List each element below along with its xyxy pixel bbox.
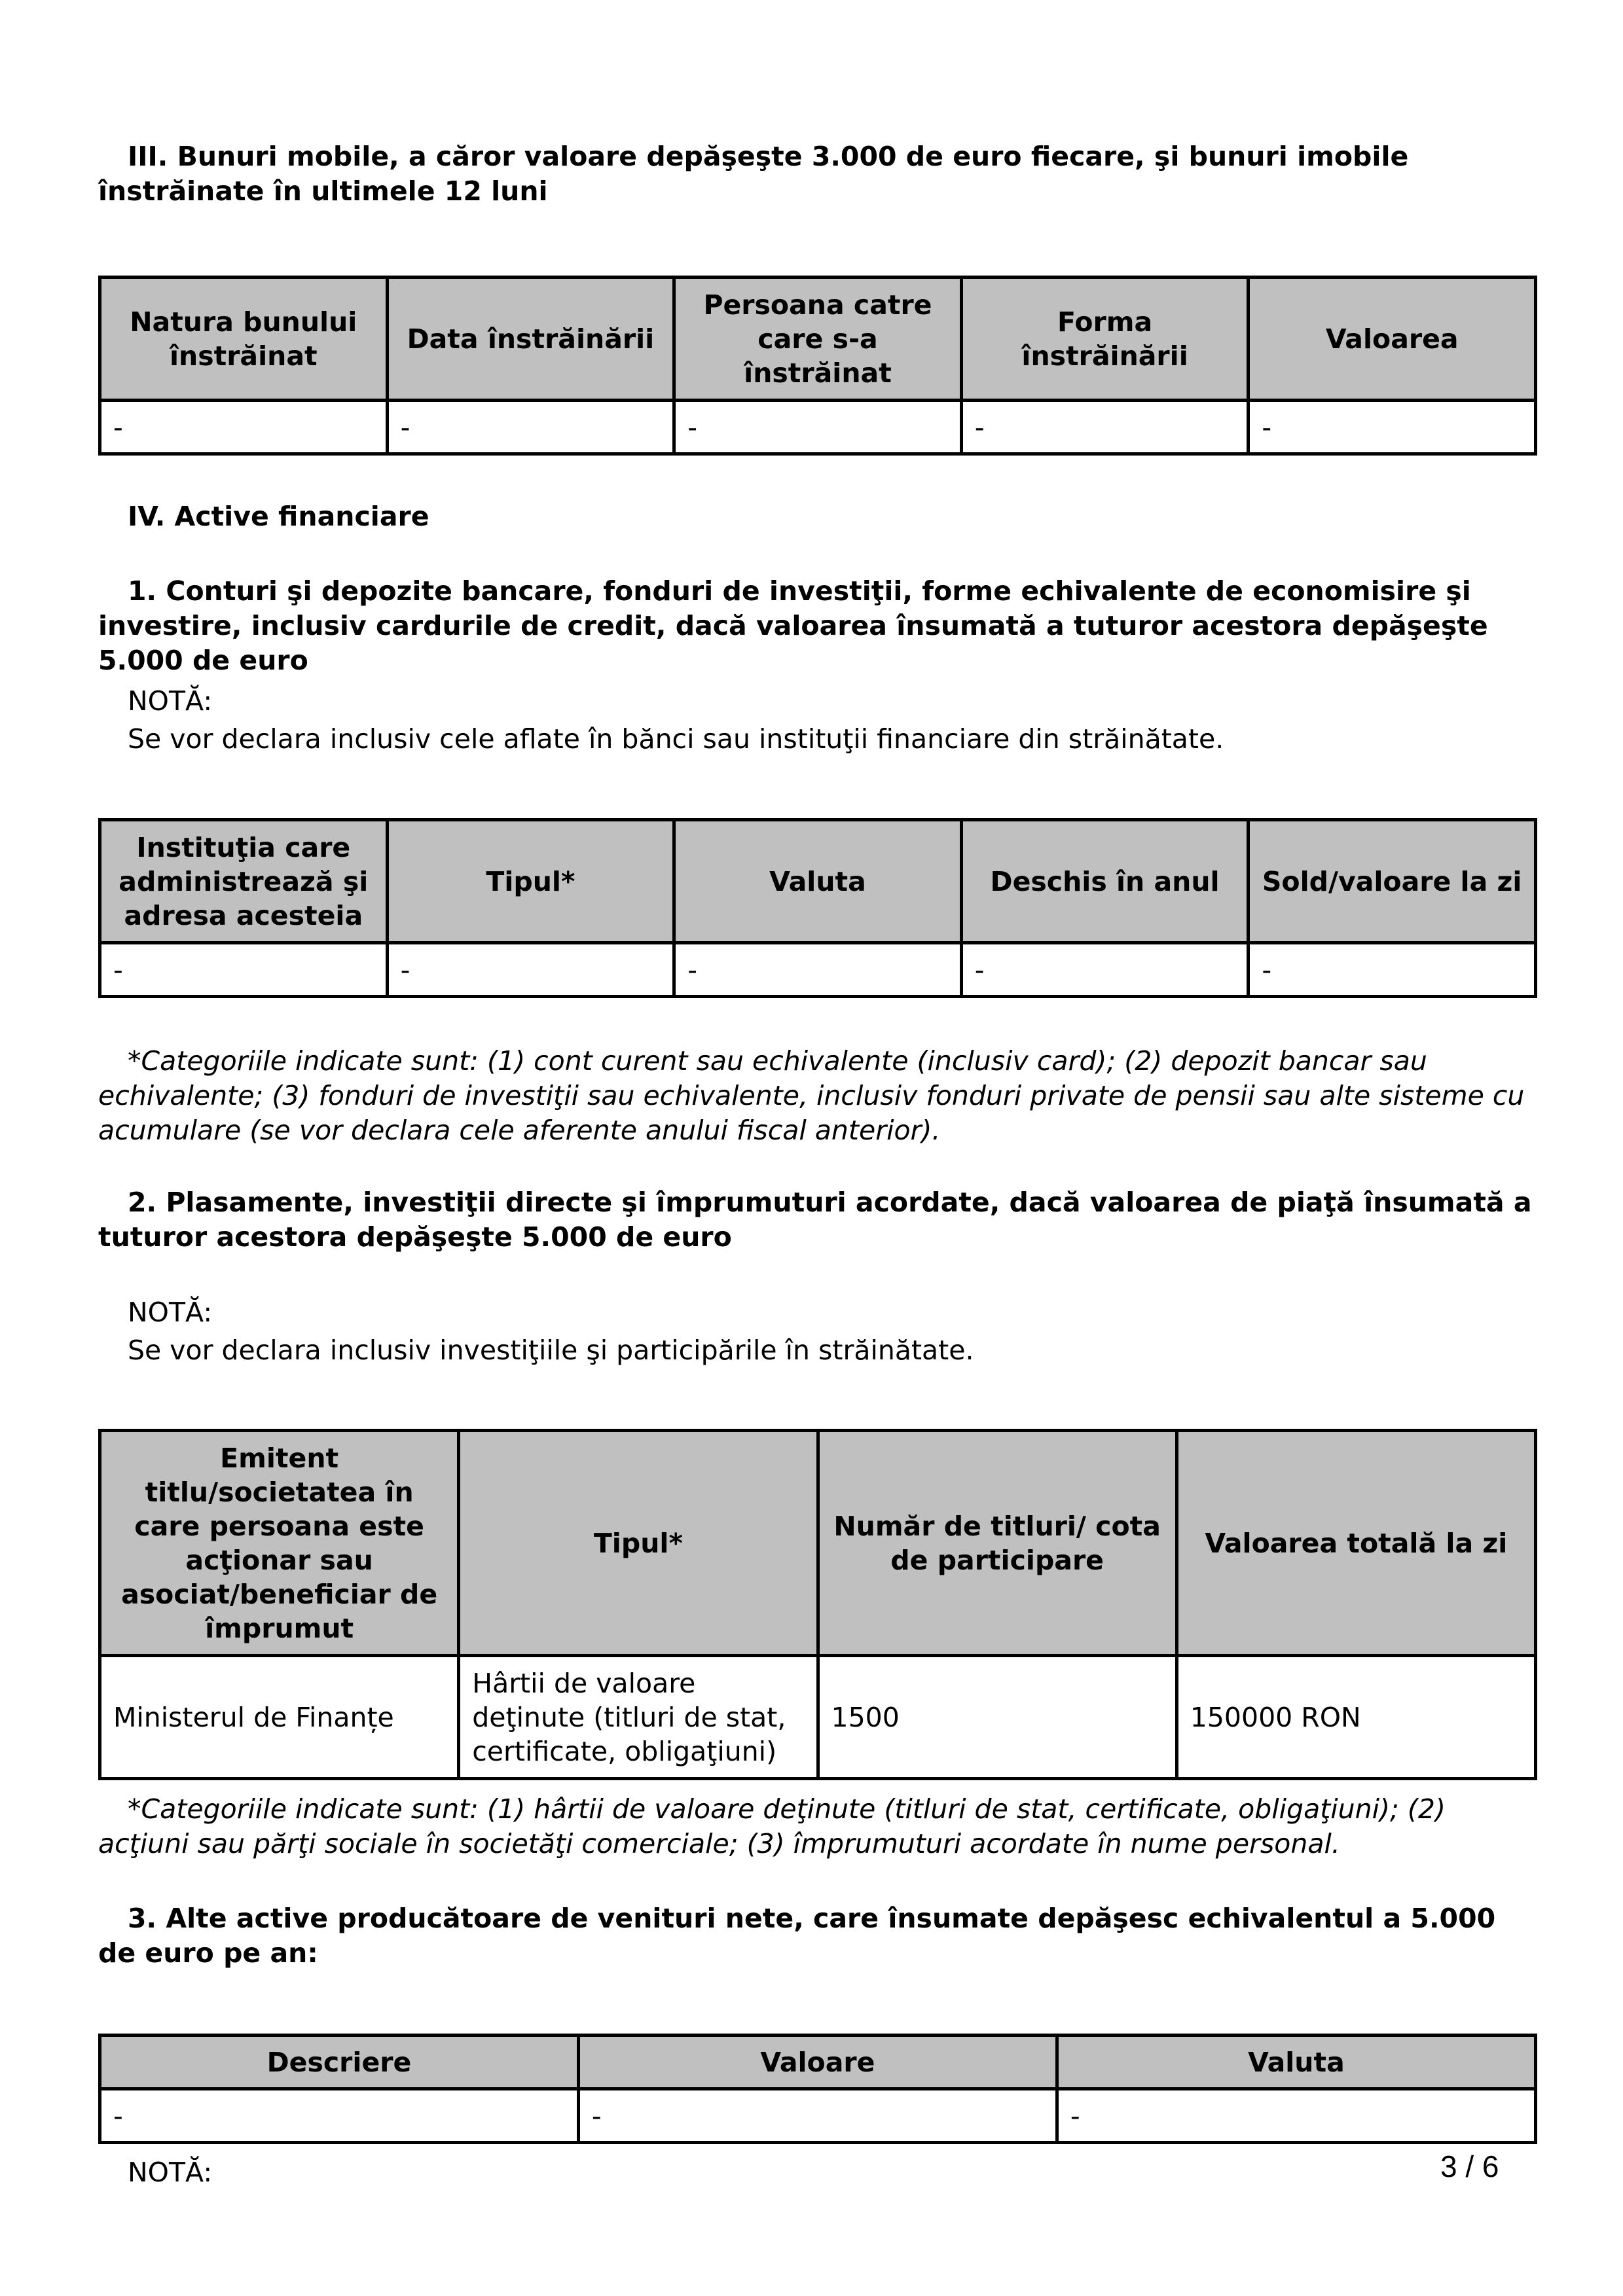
- column-header: Forma înstrăinării: [961, 278, 1249, 401]
- column-header: Data înstrăinării: [387, 278, 674, 401]
- table-cell: -: [100, 2089, 579, 2143]
- table-cell: -: [961, 943, 1249, 997]
- note-label: NOTĂ:: [128, 1297, 213, 1328]
- section-3-heading: III. Bunuri mobile, a căror valoare depăşeşte 3.000 de euro fiecare, şi bunuri imobile înstrăinate în ultimele 12 luni: [98, 141, 1409, 207]
- table-cell: -: [578, 2089, 1057, 2143]
- column-header: Valoarea: [1249, 278, 1536, 401]
- page-number: 3 / 6: [1440, 2149, 1499, 2183]
- column-header: Tipul*: [459, 1431, 818, 1656]
- table-header-row: [100, 278, 1536, 401]
- table-cell: -: [961, 401, 1249, 454]
- note-text: Se vor declara inclusiv investiţiile şi participările în străinătate.: [128, 1335, 974, 1366]
- table-header-row: [100, 1431, 1536, 1656]
- investments-table: [98, 1429, 1537, 1780]
- alienated-assets-table: [98, 276, 1537, 456]
- subsection-3-heading: 3. Alte active producătoare de venituri nete, care însumate depăşesc echivalentul a 5.000 de euro pe an:: [98, 1903, 1496, 1969]
- table-cell: -: [674, 943, 962, 997]
- table-cell: 150000 RON: [1176, 1656, 1535, 1779]
- table-cell: -: [387, 943, 674, 997]
- column-header: Descriere: [100, 2036, 579, 2089]
- column-header: Instituţia care administrează şi adresa acesteia: [100, 820, 388, 943]
- table-header-row: [100, 2036, 1536, 2089]
- note-text: Se vor declara inclusiv cele aflate în bănci sau instituţii financiare din străinătate.: [128, 723, 1224, 755]
- note-label: NOTĂ:: [128, 685, 213, 717]
- table-cell: -: [1249, 401, 1536, 454]
- column-header: Valuta: [674, 820, 962, 943]
- column-header: Natura bunului înstrăinat: [100, 278, 388, 401]
- table-cell: -: [387, 401, 674, 454]
- subsection-1-heading: 1. Conturi şi depozite bancare, fonduri de investiţii, forme echivalente de economisire şi investire, inclusiv cardurile de credit, dacă valoarea însumată a tuturor acestora depăşeşte 5.000 de euro: [98, 575, 1488, 676]
- footnote: *Categoriile indicate sunt: (1) cont curent sau echivalente (inclusiv card); (2) depozit bancar sau echivalente; (3) fonduri de investiţii sau echivalente, inclusiv fonduri private de pensii sau alte sisteme cu acumulare (se vor declara cele aferente anului fiscal anterior).: [98, 1045, 1525, 1146]
- column-header: Deschis în anul: [961, 820, 1249, 943]
- bank-accounts-table: [98, 818, 1537, 998]
- table-cell: Hârtii de valoare deţinute (titluri de stat, certificate, obligaţiuni): [459, 1656, 818, 1779]
- table-cell: -: [1249, 943, 1536, 997]
- column-header: Valuta: [1057, 2036, 1535, 2089]
- table-row: [100, 1656, 1536, 1779]
- table-cell: -: [1057, 2089, 1535, 2143]
- column-header: Persoana catre care s-a înstrăinat: [674, 278, 962, 401]
- subsection-2-heading: 2. Plasamente, investiţii directe şi împrumuturi acordate, dacă valoarea de piaţă însumată a tuturor acestora depăşeşte 5.000 de euro: [98, 1187, 1532, 1253]
- table-cell: -: [674, 401, 962, 454]
- footnote: *Categoriile indicate sunt: (1) hârtii de valoare deţinute (titluri de stat, certificate, obligaţiuni); (2) acţiuni sau părţi sociale în societăţi comerciale; (3) împrumuturi acordate în nume personal.: [98, 1793, 1446, 1859]
- table-header-row: [100, 820, 1536, 943]
- column-header: Valoare: [578, 2036, 1057, 2089]
- table-cell: -: [100, 943, 388, 997]
- column-header: Valoarea totală la zi: [1176, 1431, 1535, 1656]
- table-cell: -: [100, 401, 388, 454]
- note-label: NOTĂ:: [128, 2157, 213, 2188]
- table-cell: Ministerul de Finanțe: [100, 1656, 459, 1779]
- table-row: [100, 401, 1536, 454]
- table-row: [100, 2089, 1536, 2143]
- section-4-heading: IV. Active financiare: [128, 501, 429, 532]
- column-header: Sold/valoare la zi: [1249, 820, 1536, 943]
- column-header: Număr de titluri/ cota de participare: [818, 1431, 1176, 1656]
- table-row: [100, 943, 1536, 997]
- other-assets-table: [98, 2034, 1537, 2144]
- column-header: Tipul*: [387, 820, 674, 943]
- column-header: Emitent titlu/societatea în care persoana este acţionar sau asociat/beneficiar de împrumut: [100, 1431, 459, 1656]
- table-cell: 1500: [818, 1656, 1176, 1779]
